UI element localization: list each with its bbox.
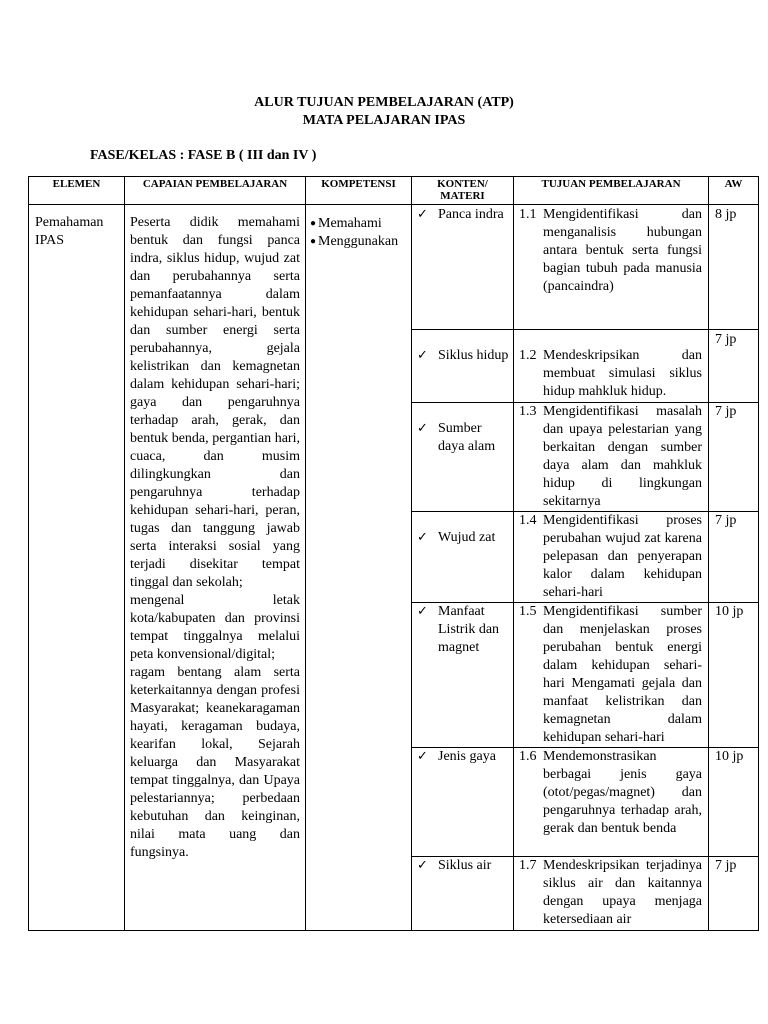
kompetensi-label: Menggunakan: [318, 234, 399, 249]
checkmark-icon: ✓: [417, 604, 428, 619]
konten-label: Wujud zat: [438, 530, 496, 545]
bullet-icon: ●: [310, 218, 317, 229]
konten-label: Jenis gaya: [438, 749, 496, 764]
table-header-row: [29, 177, 759, 205]
kompetensi-label: Memahami: [318, 216, 382, 231]
bullet-icon: ●: [310, 236, 317, 247]
column-header-kompetensi: KOMPETENSI: [306, 177, 412, 205]
konten-cell: [412, 603, 514, 748]
tujuan-text: Mendeskripsikan dan membuat simulasi siklus hidup mahkluk hidup.: [543, 348, 702, 399]
tujuan-text: Mengidentifikasi dan menganalisis hubungan antara bentuk serta fungsi bagian tubuh pada manusia (pancaindra): [543, 207, 702, 294]
konten-cell: [412, 330, 514, 403]
elemen-cell: Pemahaman IPAS: [29, 205, 125, 931]
aw-cell: 7 jp: [709, 403, 759, 512]
konten-label: Siklus air: [438, 858, 492, 873]
column-header-tujuan: TUJUAN PEMBELAJARAN: [514, 177, 709, 205]
tujuan-cell: [514, 512, 709, 603]
column-header-elemen: ELEMEN: [29, 177, 125, 205]
konten-label: Sumber daya alam: [438, 421, 496, 454]
kompetensi-item: [310, 233, 409, 251]
capaian-paragraph: mengenal letak kota/kabupaten dan provinsi tempat tinggalnya melalui peta konvensional/digital;: [130, 593, 300, 662]
tujuan-text: Mengidentifikasi sumber dan menjelaskan proses perubahan bentuk energi dalam kehidupan sehari-hari Mengamati gejala dan manfaat kelistrikan dan kemagnetan dalam kehidupan sehari-hari: [543, 604, 702, 745]
aw-cell: 7 jp: [709, 857, 759, 931]
capaian-cell: [125, 205, 306, 931]
tujuan-number: 1.7: [519, 858, 537, 873]
tujuan-cell: [514, 205, 709, 330]
tujuan-number: 1.6: [519, 749, 537, 764]
capaian-paragraph: Peserta didik memahami bentuk dan fungsi panca indra, siklus hidup, wujud zat dan perubahannya serta pemanfaatannya dalam kehidupan sehari-hari, bentuk dan sumber energi serta perubahannya, gejala kelistrikan dan kemagnetan dalam kehidupan sehari-hari; gaya dan pengaruhnya terhadap arah, gerak, dan bentuk benda, pergantian hari, cuaca, dan musim dilingkungkan dan pengaruhnya terhadap kehidupan sehari-hari, peran, tugas dan tanggung jawab serta interaksi sosial yang terjadi disekitar tempat tinggal dan sekolah;: [130, 215, 300, 590]
tujuan-cell: [514, 330, 709, 403]
tujuan-number: 1.3: [519, 404, 537, 419]
tujuan-cell: [514, 857, 709, 931]
aw-cell: 10 jp: [709, 603, 759, 748]
kompetensi-item: [310, 215, 409, 233]
aw-cell: 10 jp: [709, 748, 759, 857]
konten-label: Siklus hidup: [438, 348, 509, 363]
tujuan-text: Mendemonstrasikan berbagai jenis gaya (otot/pegas/magnet) dan pengaruhnya terhadap arah, gerak dan bentuk benda: [543, 749, 702, 836]
tujuan-cell: [514, 603, 709, 748]
tujuan-text: Mengidentifikasi masalah dan upaya pelestarian yang berkaitan dengan sumber daya alam dan mahkluk hidup di lingkungan sekitarnya: [543, 404, 702, 509]
aw-cell: 7 jp: [709, 330, 759, 403]
aw-cell: 8 jp: [709, 205, 759, 330]
checkmark-icon: ✓: [417, 207, 428, 222]
tujuan-text: Mendeskripsikan terjadinya siklus air dan kaitannya dengan upaya menjaga ketersediaan air: [543, 858, 702, 927]
konten-cell: [412, 403, 514, 512]
tujuan-text: Mengidentifikasi proses perubahan wujud zat karena pelepasan dan penyerapan kalor dalam kehidupan sehari-hari: [543, 513, 702, 600]
table-row: [29, 205, 759, 330]
column-header-aw: AW: [709, 177, 759, 205]
fase-kelas-label: FASE/KELAS : FASE B ( III dan IV ): [90, 148, 317, 163]
tujuan-number: 1.4: [519, 513, 537, 528]
column-header-capaian: CAPAIAN PEMBELAJARAN: [125, 177, 306, 205]
tujuan-number: 1.2: [519, 348, 537, 363]
konten-label: Manfaat Listrik dan magnet: [438, 604, 500, 655]
konten-cell: [412, 857, 514, 931]
checkmark-icon: ✓: [417, 530, 428, 545]
checkmark-icon: ✓: [417, 749, 428, 764]
tujuan-number: 1.5: [519, 604, 537, 619]
konten-label: Panca indra: [438, 207, 504, 222]
konten-cell: [412, 205, 514, 330]
checkmark-icon: ✓: [417, 858, 428, 873]
tujuan-number: 1.1: [519, 207, 537, 222]
konten-cell: [412, 512, 514, 603]
document-subtitle: MATA PELAJARAN IPAS: [302, 113, 466, 128]
document-title: ALUR TUJUAN PEMBELAJARAN (ATP): [254, 95, 514, 110]
kompetensi-cell: [306, 205, 412, 931]
tujuan-cell: [514, 748, 709, 857]
tujuan-cell: [514, 403, 709, 512]
aw-cell: 7 jp: [709, 512, 759, 603]
konten-cell: [412, 748, 514, 857]
column-header-konten: KONTEN/ MATERI: [412, 177, 514, 205]
capaian-paragraph: ragam bentang alam serta keterkaitannya dengan profesi Masyarakat; keanekaragaman hayati, keragaman budaya, kearifan lokal, Sejarah keluarga dan Masyarakat tempat tinggalnya, dan Upaya pelestariannya; perbedaan kebutuhan dan keinginan, nilai mata uang dan fungsinya.: [130, 665, 300, 860]
atp-table: [28, 176, 759, 931]
checkmark-icon: ✓: [417, 421, 428, 436]
checkmark-icon: ✓: [417, 348, 428, 363]
